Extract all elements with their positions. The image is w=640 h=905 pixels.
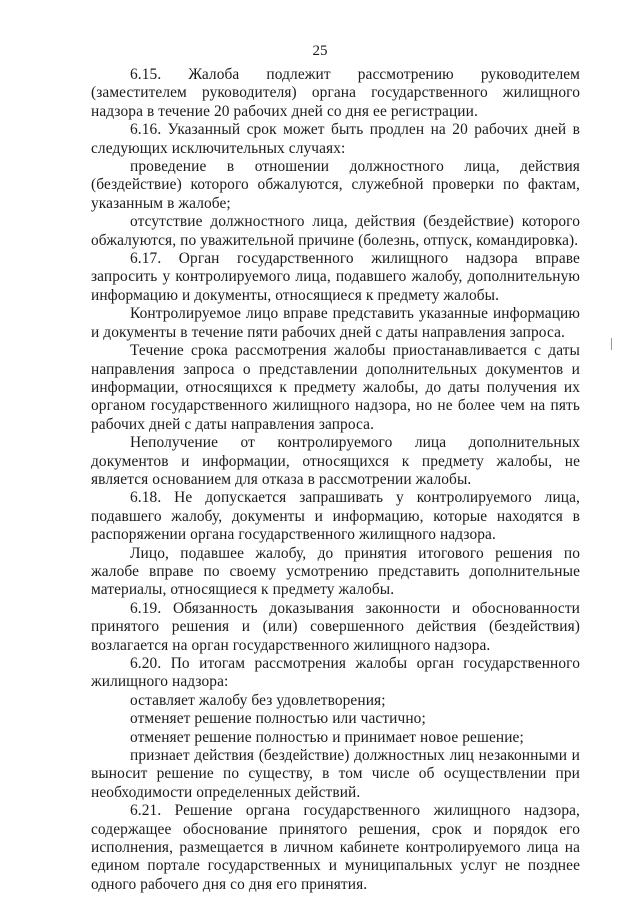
clause-6-17: 6.17. Орган государственного жилищного надзора вправе запросить у контролируемого лица, подавшего жалобу, дополнительную информацию и документы, относящиеся к предмету жалобы.: [91, 250, 580, 304]
clause-6-19: 6.19. Обязанность доказывания законности и обоснованности принятого решения и (или) совершенного действия (бездействия) возлагается на орган государственного жилищного надзора.: [91, 599, 580, 654]
clause-6-17-part-3: Течение срока рассмотрения жалобы приостанавливается с даты направления запроса о представлении дополнительных документов и информации, относящихся к предмету жалобы, до даты получения их органом государственного жилищного надзора, но не более чем на пять рабочих дней с даты направления запроса.: [91, 342, 580, 433]
clause-6-18-part-2: Лицо, подавшее жалобу, до принятия итогового решения по жалобе вправе по своему усмотрению представить дополнительные материалы, относящиеся к предмету жалобы.: [91, 544, 580, 599]
document-body: [91, 66, 580, 894]
clause-6-21: 6.21. Решение органа государственного жилищного надзора, содержащее обоснование принятого решения, срок и порядок его исполнения, размещается в личном кабинете контролируемого лица на едином портале государственных и муниципальных услуг не позднее одного рабочего дня со дня его принятия.: [91, 802, 580, 893]
scan-artifact: [611, 338, 612, 350]
clause-6-17-part-4: Неполучение от контролируемого лица дополнительных документов и информации, относящихся к предмету жалобы, не является основанием для отказа в рассмотрении жалобы.: [91, 434, 580, 488]
clause-6-16-case-1: проведение в отношении должностного лица, действия (бездействие) которого обжалуются, служебной проверки по фактам, указанным в жалобе;: [91, 158, 580, 212]
clause-6-20-option-3: отменяет решение полностью и принимает новое решение;: [130, 728, 524, 746]
clause-6-15: 6.15. Жалоба подлежит рассмотрению руководителем (заместителем руководителя) органа государственного жилищного надзора в течение 20 рабочих дней со дня ее регистрации.: [91, 66, 580, 120]
page-number: 25: [312, 43, 328, 59]
clause-6-17-part-2: Контролируемое лицо вправе представить указанные информацию и документы в течение пяти рабочих дней с даты направления запроса.: [91, 305, 580, 341]
clause-6-16-case-2: отсутствие должностного лица, действия (бездействие) которого обжалуются, по уважительной причине (болезнь, отпуск, командировка).: [91, 213, 580, 249]
clause-6-20-option-2: отменяет решение полностью или частично;: [130, 710, 426, 728]
clause-6-16: 6.16. Указанный срок может быть продлен на 20 рабочих дней в следующих исключительных случаях:: [91, 121, 580, 157]
clause-6-18: 6.18. Не допускается запрашивать у контролируемого лица, подавшего жалобу, документы и информацию, которые находятся в распоряжении органа государственного жилищного надзора.: [91, 489, 580, 544]
clause-6-20-option-4: признает действия (бездействие) должностных лиц незаконными и выносит решение по существу, в том числе об осуществлении при необходимости определенных действий.: [91, 747, 580, 801]
clause-6-20: 6.20. По итогам рассмотрения жалобы орган государственного жилищного надзора:: [91, 655, 580, 691]
clause-6-20-option-1: оставляет жалобу без удовлетворения;: [130, 691, 386, 709]
